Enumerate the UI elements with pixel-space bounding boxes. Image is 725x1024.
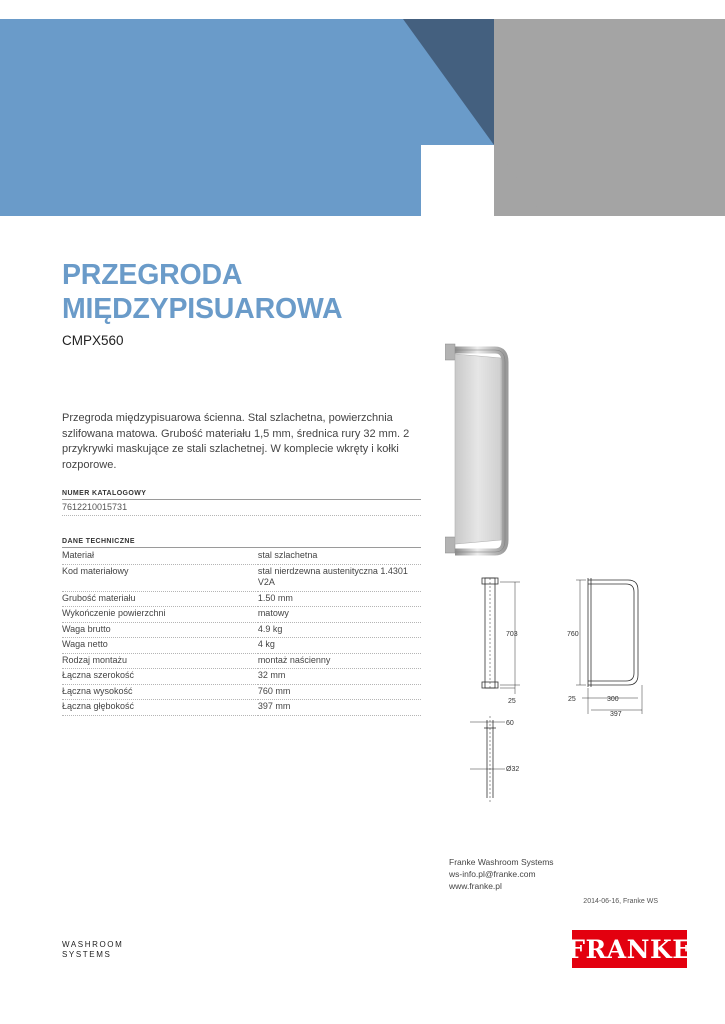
spec-label: Kod materiałowy [62, 564, 258, 591]
front-view-drawing [576, 578, 642, 714]
page-title [62, 258, 342, 326]
spec-value: 397 mm [258, 700, 421, 716]
banner-grey-panel [494, 19, 725, 216]
header-banner [0, 19, 725, 216]
contact-email[interactable]: ws-info.pl@franke.com [449, 868, 536, 879]
catalog-rule-bottom [62, 515, 421, 516]
dim-703: 703 [506, 631, 518, 638]
spec-label: Materiał [62, 549, 258, 564]
technical-drawings [460, 570, 660, 805]
table-row [62, 607, 421, 623]
wall-bracket-top [445, 344, 455, 360]
franke-logo [567, 930, 692, 968]
spec-label: Łączna wysokość [62, 684, 258, 700]
spec-value: stal nierdzewna austenityczna 1.4301 V2A [258, 564, 421, 591]
technical-heading: DANE TECHNICZNE [62, 538, 135, 545]
brand-label [62, 940, 123, 960]
brand-line-1: WASHROOM [62, 940, 124, 949]
spec-label: Grubość materiału [62, 591, 258, 607]
spec-label: Waga netto [62, 638, 258, 654]
table-row [62, 653, 421, 669]
spec-value: 4.9 kg [258, 622, 421, 638]
product-code: CMPX560 [62, 333, 124, 348]
spec-value: 4 kg [258, 638, 421, 654]
dim-25-side: 25 [508, 698, 516, 705]
spec-value: 1.50 mm [258, 591, 421, 607]
spec-value: stal szlachetna [258, 549, 421, 564]
wall-bracket-bottom [445, 537, 455, 553]
spec-label: Rodzaj montażu [62, 653, 258, 669]
dim-760: 760 [567, 631, 579, 638]
contact-company: Franke Washroom Systems [449, 857, 554, 867]
spec-value: 760 mm [258, 684, 421, 700]
title-line-2: MIĘDZYPISUAROWA [62, 293, 343, 325]
table-row [62, 684, 421, 700]
table-row [62, 700, 421, 716]
top-view-drawing [470, 716, 505, 802]
title-line-1: PRZEGRODA [62, 259, 243, 291]
brand-line-2: SYSTEMS [62, 950, 112, 959]
product-description: Przegroda międzypisuarowa ścienna. Stal szlachetna, powierzchnia szlifowana matowa. Grubość materiału 1,5 mm, średnica rury 32 mm. 2 przykrywki maskujące ze stali szlachetnej. W komplecie wkręty i kołki rozporowe. [62, 412, 410, 471]
table-row [62, 549, 421, 564]
catalog-number: 7612210015731 [62, 502, 128, 512]
dim-32: Ø32 [506, 766, 520, 773]
dim-300: 300 [607, 696, 619, 703]
catalog-rule [62, 499, 421, 500]
dim-60: 60 [506, 720, 514, 727]
dim-25-front: 25 [568, 696, 576, 703]
product-photo [445, 340, 515, 560]
spec-label: Wykończenie powierzchni [62, 607, 258, 623]
table-row [62, 591, 421, 607]
spec-value: 32 mm [258, 669, 421, 685]
technical-rule [62, 547, 421, 548]
contact-info [449, 857, 554, 892]
dim-397: 397 [610, 711, 622, 718]
spec-value: montaż naścienny [258, 653, 421, 669]
table-row [62, 669, 421, 685]
banner-white-notch [421, 145, 494, 216]
banner-blue-panel [0, 19, 494, 216]
spec-label: Łączna szerokość [62, 669, 258, 685]
table-row [62, 564, 421, 591]
contact-web[interactable]: www.franke.pl [449, 880, 502, 891]
table-row [62, 638, 421, 654]
catalog-heading: NUMER KATALOGOWY [62, 490, 147, 497]
partition-panel [455, 354, 501, 544]
table-row [62, 622, 421, 638]
technical-table [62, 549, 421, 716]
spec-value: matowy [258, 607, 421, 623]
spec-label: Waga brutto [62, 622, 258, 638]
spec-label: Łączna głębokość [62, 700, 258, 716]
logo-text: FRANKE [567, 934, 692, 964]
document-date: 2014-06-16, Franke WS [583, 898, 658, 905]
